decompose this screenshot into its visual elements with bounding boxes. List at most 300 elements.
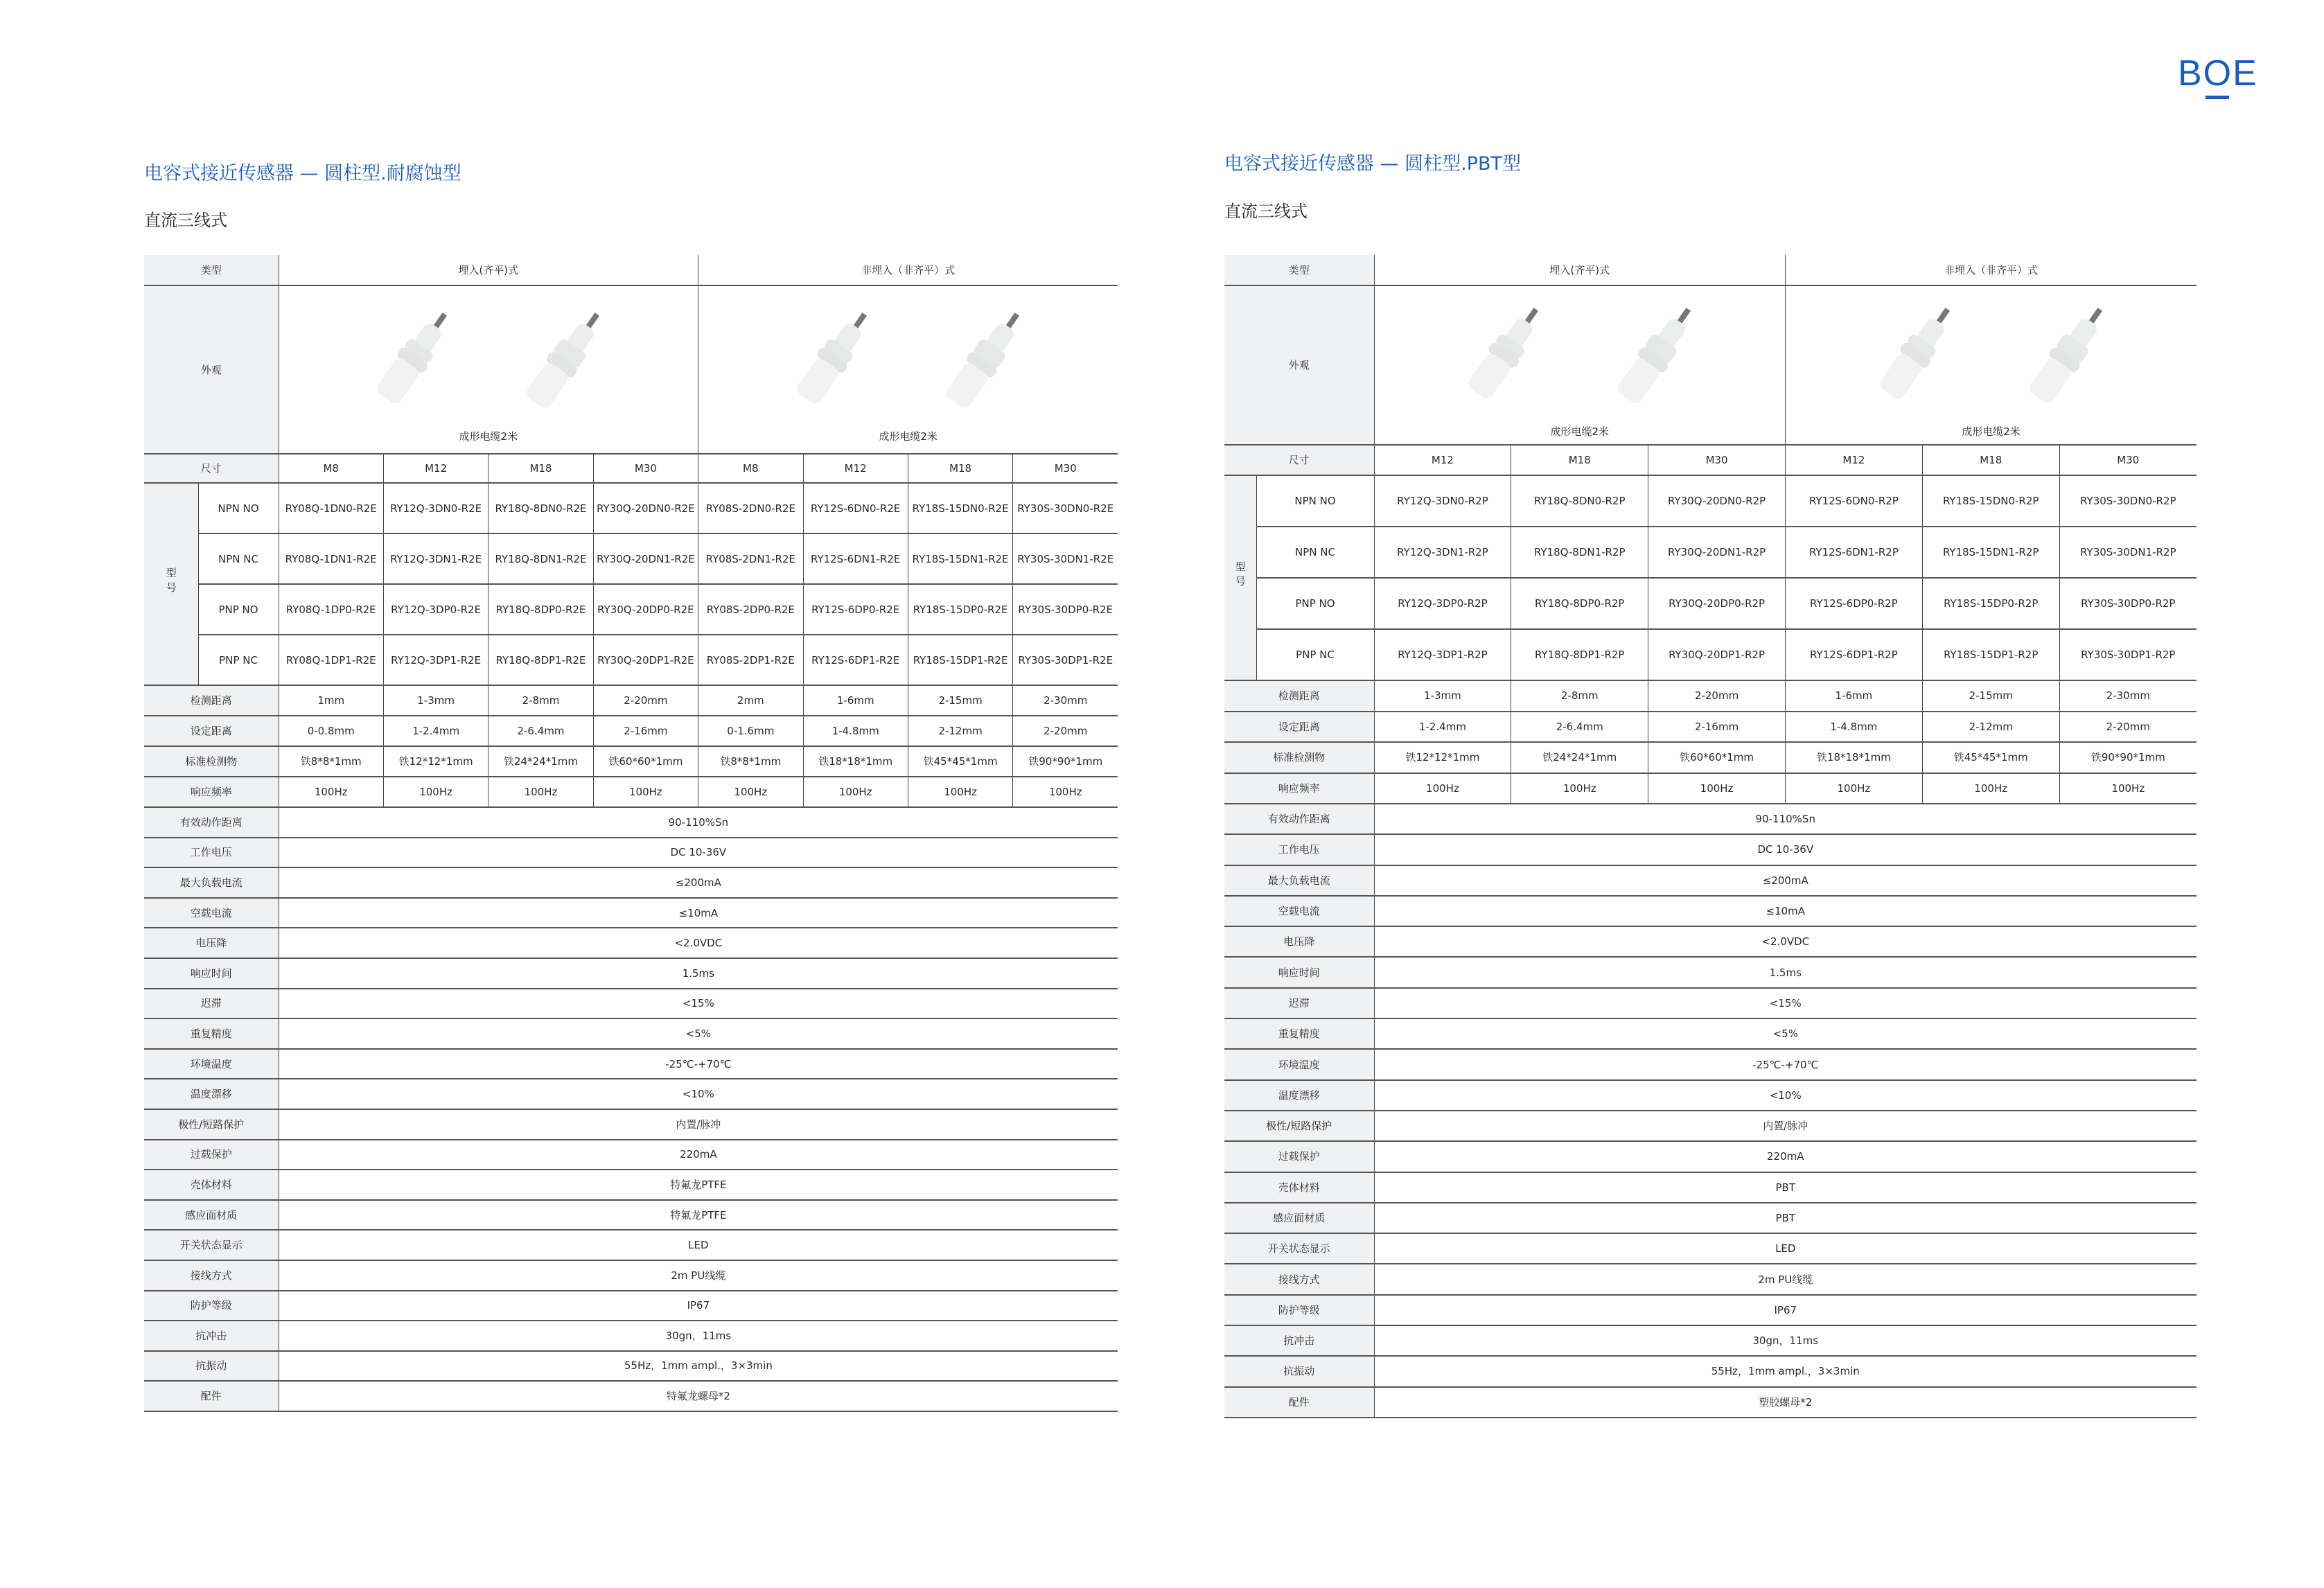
spec-value: 2-8mm — [488, 685, 593, 716]
flush-group-header: 埋入(齐平)式 — [279, 255, 698, 285]
model-label — [144, 483, 198, 685]
model-number: RY12Q-3DN1-R2E — [383, 533, 488, 584]
model-row — [1224, 629, 2197, 680]
model-row — [144, 533, 1118, 584]
common-spec-row — [144, 838, 1118, 868]
size-row — [1224, 445, 2197, 475]
spec-value: 2-20mm — [593, 685, 698, 716]
spec-label: 壳体材料 — [144, 1170, 279, 1200]
spec-label: 配件 — [1224, 1387, 1374, 1418]
model-number: RY30S-30DN1-R2E — [1013, 533, 1118, 584]
size-cell: M18 — [908, 454, 1012, 483]
model-number: RY30Q-20DP1-R2E — [593, 635, 698, 685]
cable-caption: 成形电缆2米 — [1962, 425, 2021, 438]
spec-value: 1-2.4mm — [383, 716, 488, 746]
common-spec-row — [144, 1079, 1118, 1109]
spec-value: 铁24*24*1mm — [1511, 742, 1648, 773]
common-spec-row — [1224, 1018, 2197, 1049]
spec-label: 检测距离 — [144, 685, 279, 716]
spec-value: 1.5ms — [279, 958, 1118, 989]
model-number: RY18S-15DP1-R2E — [908, 635, 1012, 685]
spec-value: 220mA — [279, 1140, 1118, 1170]
spec-value: 铁18*18*1mm — [1786, 742, 1923, 773]
model-number: RY08Q-1DP0-R2E — [279, 584, 383, 635]
spec-label: 温度漂移 — [144, 1079, 279, 1109]
spec-value: 特氟龙螺母*2 — [279, 1381, 1118, 1411]
spec-value: PBT — [1374, 1203, 2197, 1233]
common-spec-row — [144, 1260, 1118, 1291]
common-spec-row — [144, 1049, 1118, 1079]
spec-value: DC 10-36V — [1374, 834, 2197, 865]
spec-value: 30gn，11ms — [1374, 1325, 2197, 1356]
common-spec-row — [1224, 1264, 2197, 1294]
spec-value: 1-2.4mm — [1374, 712, 1511, 743]
spec-value: <2.0VDC — [279, 928, 1118, 958]
spec-value: <10% — [1374, 1080, 2197, 1111]
size-cell: M8 — [698, 454, 803, 483]
spec-label: 响应时间 — [144, 958, 279, 989]
spec-value: 铁18*18*1mm — [803, 746, 908, 777]
spec-label: 防护等级 — [1224, 1295, 1374, 1325]
spec-label: 温度漂移 — [1224, 1080, 1374, 1111]
model-number: RY12Q-3DP0-R2P — [1374, 578, 1511, 629]
sensor-image — [780, 303, 884, 421]
spec-value: 100Hz — [1922, 773, 2059, 804]
spec-row — [1224, 712, 2197, 743]
right-section-subtitle: 直流三线式 — [1224, 202, 1308, 221]
sensor-image — [1863, 298, 1967, 416]
nonflush-image-cell — [698, 285, 1118, 454]
model-row — [144, 483, 1118, 533]
spec-value: 1mm — [279, 685, 383, 716]
common-spec-row — [144, 928, 1118, 958]
model-number: RY12S-6DP0-R2E — [803, 584, 908, 635]
size-label: 尺寸 — [144, 454, 279, 483]
spec-label: 开关状态显示 — [144, 1230, 279, 1260]
spec-value: 0-1.6mm — [698, 716, 803, 746]
spec-label: 工作电压 — [144, 838, 279, 868]
spec-value: 内置/脉冲 — [279, 1109, 1118, 1140]
spec-value: 铁8*8*1mm — [279, 746, 383, 777]
size-cell: M8 — [279, 454, 383, 483]
output-type: PNP NO — [1256, 578, 1374, 629]
spec-row — [1224, 680, 2197, 712]
spec-value: 铁45*45*1mm — [908, 746, 1012, 777]
logo-text: BOE — [2178, 53, 2258, 94]
spec-value: 100Hz — [1013, 777, 1118, 807]
model-number: RY12S-6DP1-R2E — [803, 635, 908, 685]
spec-label: 标准检测物 — [1224, 742, 1374, 773]
spec-value: 2-20mm — [1648, 680, 1786, 712]
spec-value: 100Hz — [593, 777, 698, 807]
flush-group-header: 埋入(齐平)式 — [1374, 255, 1785, 285]
spec-value: 90-110%Sn — [1374, 804, 2197, 834]
model-number: RY12Q-3DN1-R2P — [1374, 527, 1511, 578]
model-number: RY12S-6DN1-R2E — [803, 533, 908, 584]
model-number: RY30Q-20DN1-R2E — [593, 533, 698, 584]
model-number: RY30S-30DN0-R2P — [2059, 475, 2197, 527]
spec-value: 1-4.8mm — [1786, 712, 1923, 743]
common-spec-row — [144, 1170, 1118, 1200]
appearance-row — [144, 285, 1118, 454]
spec-label: 响应频率 — [1224, 773, 1374, 804]
spec-value: 铁60*60*1mm — [593, 746, 698, 777]
spec-value: <5% — [1374, 1018, 2197, 1049]
spec-label: 重复精度 — [144, 1018, 279, 1049]
spec-value: <15% — [1374, 988, 2197, 1018]
spec-label: 抗冲击 — [144, 1321, 279, 1351]
left-section-title: 电容式接近传感器 — 圆柱型.耐腐蚀型 — [144, 163, 461, 184]
common-spec-row — [1224, 896, 2197, 926]
model-row — [144, 635, 1118, 685]
spec-value: 100Hz — [1648, 773, 1786, 804]
model-number: RY30S-30DN0-R2E — [1013, 483, 1118, 533]
spec-value: -25℃-+70℃ — [279, 1049, 1118, 1079]
spec-row — [144, 746, 1118, 777]
left-section-subtitle: 直流三线式 — [144, 211, 227, 230]
spec-value: PBT — [1374, 1172, 2197, 1203]
model-label-text: 型号 — [1233, 561, 1247, 590]
output-type: PNP NO — [198, 584, 279, 635]
spec-value: 1-6mm — [803, 685, 908, 716]
spec-value: LED — [1374, 1233, 2197, 1264]
model-number: RY18S-15DN1-R2P — [1922, 527, 2059, 578]
output-type: NPN NC — [1256, 527, 1374, 578]
spec-value: 0-0.8mm — [279, 716, 383, 746]
spec-label: 抗振动 — [1224, 1356, 1374, 1386]
spec-value: 1-3mm — [1374, 680, 1511, 712]
size-row — [144, 454, 1118, 483]
spec-label: 电压降 — [144, 928, 279, 958]
spec-value: 100Hz — [2059, 773, 2197, 804]
spec-label: 最大负载电流 — [144, 867, 279, 898]
spec-label: 开关状态显示 — [1224, 1233, 1374, 1264]
spec-label: 空载电流 — [1224, 896, 1374, 926]
spec-value: 2-30mm — [1013, 685, 1118, 716]
spec-value: 2-8mm — [1511, 680, 1648, 712]
common-spec-row — [144, 1351, 1118, 1382]
model-number: RY12Q-3DP1-R2E — [383, 635, 488, 685]
spec-value: <10% — [279, 1079, 1118, 1109]
common-spec-row — [1224, 1295, 2197, 1325]
spec-value: <2.0VDC — [1374, 926, 2197, 957]
spec-value: 1-3mm — [383, 685, 488, 716]
spec-label: 过载保护 — [1224, 1141, 1374, 1172]
spec-value: 30gn，11ms — [279, 1321, 1118, 1351]
sensor-images — [1787, 291, 2195, 416]
nonflush-image-cell — [1786, 285, 2197, 445]
spec-value: IP67 — [279, 1291, 1118, 1321]
model-number: RY18Q-8DP0-R2P — [1511, 578, 1648, 629]
model-number: RY08S-2DN0-R2E — [698, 483, 803, 533]
spec-value: 100Hz — [1786, 773, 1923, 804]
flush-image-cell — [1374, 285, 1785, 445]
spec-label: 设定距离 — [144, 716, 279, 746]
spec-value: 100Hz — [803, 777, 908, 807]
spec-row — [1224, 742, 2197, 773]
common-spec-row — [144, 989, 1118, 1019]
right-spec-table — [1224, 255, 2197, 1418]
sensor-image — [933, 303, 1037, 421]
model-number: RY18S-15DP1-R2P — [1922, 629, 2059, 680]
spec-value: 2-20mm — [1013, 716, 1118, 746]
spec-label: 迟滞 — [144, 989, 279, 1019]
spec-value: 铁60*60*1mm — [1648, 742, 1786, 773]
spec-label: 极性/短路保护 — [144, 1109, 279, 1140]
model-number: RY12S-6DN0-R2E — [803, 483, 908, 533]
nonflush-group-header: 非埋入（非齐平）式 — [698, 255, 1118, 285]
model-number: RY12Q-3DN0-R2P — [1374, 475, 1511, 527]
model-number: RY30Q-20DN0-R2E — [593, 483, 698, 533]
model-number: RY18Q-8DN0-R2P — [1511, 475, 1648, 527]
common-spec-row — [1224, 988, 2197, 1018]
model-number: RY30Q-20DP0-R2E — [593, 584, 698, 635]
common-spec-row — [1224, 1111, 2197, 1141]
spec-value: 2-15mm — [1922, 680, 2059, 712]
spec-value: 铁12*12*1mm — [1374, 742, 1511, 773]
sensor-image — [513, 303, 617, 421]
sensor-images — [700, 296, 1116, 421]
spec-value: 铁90*90*1mm — [2059, 742, 2197, 773]
size-cell: M30 — [2059, 445, 2197, 475]
output-type: NPN NO — [198, 483, 279, 533]
sensor-images — [1376, 291, 1784, 416]
nonflush-group-header: 非埋入（非齐平）式 — [1786, 255, 2197, 285]
spec-value: 1-4.8mm — [803, 716, 908, 746]
model-number: RY18Q-8DN1-R2E — [488, 533, 593, 584]
spec-label: 有效动作距离 — [144, 807, 279, 838]
spec-value: IP67 — [1374, 1295, 2197, 1325]
spec-row — [144, 777, 1118, 807]
common-spec-row — [1224, 1387, 2197, 1418]
model-number: RY30S-30DP0-R2P — [2059, 578, 2197, 629]
model-number: RY12Q-3DP0-R2E — [383, 584, 488, 635]
model-number: RY08S-2DP0-R2E — [698, 584, 803, 635]
spec-value: -25℃-+70℃ — [1374, 1049, 2197, 1079]
common-spec-row — [144, 1230, 1118, 1260]
common-spec-row — [144, 1200, 1118, 1230]
size-cell: M30 — [1648, 445, 1786, 475]
spec-value: 100Hz — [383, 777, 488, 807]
spec-value: ≤200mA — [1374, 865, 2197, 896]
spec-label: 电压降 — [1224, 926, 1374, 957]
size-cell: M12 — [383, 454, 488, 483]
header-row — [1224, 255, 2197, 285]
spec-value: 2m PU线缆 — [1374, 1264, 2197, 1294]
common-spec-row — [1224, 865, 2197, 896]
appearance-label: 外观 — [1224, 285, 1374, 445]
spec-value: 2-16mm — [1648, 712, 1786, 743]
spec-value: 铁24*24*1mm — [488, 746, 593, 777]
spec-value: 100Hz — [908, 777, 1012, 807]
common-spec-row — [1224, 1203, 2197, 1233]
spec-value: 2-6.4mm — [488, 716, 593, 746]
header-row — [144, 255, 1118, 285]
spec-value: 2mm — [698, 685, 803, 716]
common-spec-row — [144, 958, 1118, 989]
common-spec-row — [144, 1381, 1118, 1411]
model-number: RY30Q-20DN1-R2P — [1648, 527, 1786, 578]
sensor-image — [1452, 298, 1556, 416]
spec-label: 壳体材料 — [1224, 1172, 1374, 1203]
spec-label: 抗冲击 — [1224, 1325, 1374, 1356]
size-cell: M18 — [488, 454, 593, 483]
spec-value: 1-6mm — [1786, 680, 1923, 712]
size-cell: M30 — [1013, 454, 1118, 483]
common-spec-row — [1224, 1080, 2197, 1111]
spec-value: 55Hz，1mm ampl.，3×3min — [279, 1351, 1118, 1382]
size-label: 尺寸 — [1224, 445, 1374, 475]
common-spec-row — [1224, 1325, 2197, 1356]
spec-label: 重复精度 — [1224, 1018, 1374, 1049]
output-type: NPN NC — [198, 533, 279, 584]
common-spec-row — [144, 898, 1118, 928]
model-number: RY12S-6DN1-R2P — [1786, 527, 1923, 578]
model-row — [1224, 475, 2197, 527]
model-number: RY12Q-3DN0-R2E — [383, 483, 488, 533]
spec-value: 100Hz — [279, 777, 383, 807]
common-spec-row — [1224, 1356, 2197, 1386]
left-spec-table — [144, 255, 1118, 1412]
spec-value: 2-12mm — [908, 716, 1012, 746]
spec-value: 2-6.4mm — [1511, 712, 1648, 743]
spec-value: 100Hz — [1511, 773, 1648, 804]
model-number: RY08S-2DP1-R2E — [698, 635, 803, 685]
model-number: RY12Q-3DP1-R2P — [1374, 629, 1511, 680]
model-label — [1224, 475, 1256, 680]
spec-value: 2-16mm — [593, 716, 698, 746]
spec-value: 2-30mm — [2059, 680, 2197, 712]
spec-value: DC 10-36V — [279, 838, 1118, 868]
spec-value: 2-20mm — [2059, 712, 2197, 743]
spec-label: 空载电流 — [144, 898, 279, 928]
spec-value: 铁12*12*1mm — [383, 746, 488, 777]
sensor-image — [360, 303, 464, 421]
spec-value: 2-12mm — [1922, 712, 2059, 743]
spec-label: 环境温度 — [144, 1049, 279, 1079]
model-number: RY30Q-20DP1-R2P — [1648, 629, 1786, 680]
spec-value: LED — [279, 1230, 1118, 1260]
spec-label: 迟滞 — [1224, 988, 1374, 1018]
model-label-text: 型号 — [164, 567, 177, 597]
spec-label: 感应面材质 — [144, 1200, 279, 1230]
spec-value: ≤10mA — [279, 898, 1118, 928]
common-spec-row — [144, 1140, 1118, 1170]
cable-caption: 成形电缆2米 — [879, 430, 937, 443]
common-spec-row — [1224, 926, 2197, 957]
spec-label: 响应频率 — [144, 777, 279, 807]
model-number: RY18S-15DP0-R2P — [1922, 578, 2059, 629]
type-label: 类型 — [1224, 255, 1374, 285]
spec-label: 最大负载电流 — [1224, 865, 1374, 896]
common-spec-row — [1224, 1233, 2197, 1264]
boe-logo — [2178, 55, 2268, 104]
spec-label: 极性/短路保护 — [1224, 1111, 1374, 1141]
common-spec-row — [144, 1291, 1118, 1321]
model-number: RY30S-30DP0-R2E — [1013, 584, 1118, 635]
model-number: RY30Q-20DN0-R2P — [1648, 475, 1786, 527]
spec-value: 100Hz — [488, 777, 593, 807]
spec-label: 工作电压 — [1224, 834, 1374, 865]
spec-label: 接线方式 — [1224, 1264, 1374, 1294]
common-spec-row — [1224, 804, 2197, 834]
spec-value: 特氟龙PTFE — [279, 1170, 1118, 1200]
logo-underline — [2206, 96, 2229, 99]
size-cell: M12 — [1374, 445, 1511, 475]
spec-label: 过载保护 — [144, 1140, 279, 1170]
common-spec-row — [144, 1109, 1118, 1140]
spec-row — [144, 716, 1118, 746]
common-spec-row — [144, 867, 1118, 898]
spec-value: 220mA — [1374, 1141, 2197, 1172]
common-spec-row — [1224, 957, 2197, 987]
spec-value: 2m PU线缆 — [279, 1260, 1118, 1291]
common-spec-row — [1224, 1049, 2197, 1079]
model-number: RY18Q-8DP1-R2E — [488, 635, 593, 685]
spec-value: ≤10mA — [1374, 896, 2197, 926]
appearance-row — [1224, 285, 2197, 445]
model-number: RY18Q-8DP1-R2P — [1511, 629, 1648, 680]
model-number: RY18S-15DN0-R2P — [1922, 475, 2059, 527]
size-cell: M12 — [803, 454, 908, 483]
spec-value: 90-110%Sn — [279, 807, 1118, 838]
spec-value: 1.5ms — [1374, 957, 2197, 987]
appearance-label: 外观 — [144, 285, 279, 454]
size-cell: M30 — [593, 454, 698, 483]
model-number: RY18S-15DP0-R2E — [908, 584, 1012, 635]
spec-value: 100Hz — [698, 777, 803, 807]
common-spec-row — [144, 1321, 1118, 1351]
output-type: NPN NO — [1256, 475, 1374, 527]
spec-label: 配件 — [144, 1381, 279, 1411]
spec-value: 55Hz，1mm ampl.，3×3min — [1374, 1356, 2197, 1386]
model-number: RY12S-6DP0-R2P — [1786, 578, 1923, 629]
model-number: RY08Q-1DN0-R2E — [279, 483, 383, 533]
spec-value: 铁45*45*1mm — [1922, 742, 2059, 773]
spec-label: 环境温度 — [1224, 1049, 1374, 1079]
sensor-image — [1604, 298, 1708, 416]
spec-value: <5% — [279, 1018, 1118, 1049]
output-type: PNP NC — [1256, 629, 1374, 680]
common-spec-row — [1224, 1172, 2197, 1203]
cable-caption: 成形电缆2米 — [459, 430, 518, 443]
model-number: RY18Q-8DP0-R2E — [488, 584, 593, 635]
model-number: RY30S-30DN1-R2P — [2059, 527, 2197, 578]
spec-label: 抗振动 — [144, 1351, 279, 1382]
model-row — [1224, 578, 2197, 629]
type-label: 类型 — [144, 255, 279, 285]
spec-value: 内置/脉冲 — [1374, 1111, 2197, 1141]
model-number: RY18Q-8DN0-R2E — [488, 483, 593, 533]
model-number: RY18S-15DN1-R2E — [908, 533, 1012, 584]
spec-value: 特氟龙PTFE — [279, 1200, 1118, 1230]
common-spec-row — [144, 807, 1118, 838]
model-number: RY30S-30DP1-R2P — [2059, 629, 2197, 680]
right-section-title: 电容式接近传感器 — 圆柱型.PBT型 — [1224, 153, 1522, 175]
spec-label: 有效动作距离 — [1224, 804, 1374, 834]
spec-value: 2-15mm — [908, 685, 1012, 716]
spec-row — [1224, 773, 2197, 804]
spec-row — [144, 685, 1118, 716]
output-type: PNP NC — [198, 635, 279, 685]
model-number: RY18Q-8DN1-R2P — [1511, 527, 1648, 578]
model-number: RY08Q-1DN1-R2E — [279, 533, 383, 584]
spec-value: <15% — [279, 989, 1118, 1019]
flush-image-cell — [279, 285, 698, 454]
size-cell: M12 — [1786, 445, 1923, 475]
common-spec-row — [1224, 1141, 2197, 1172]
spec-label: 感应面材质 — [1224, 1203, 1374, 1233]
